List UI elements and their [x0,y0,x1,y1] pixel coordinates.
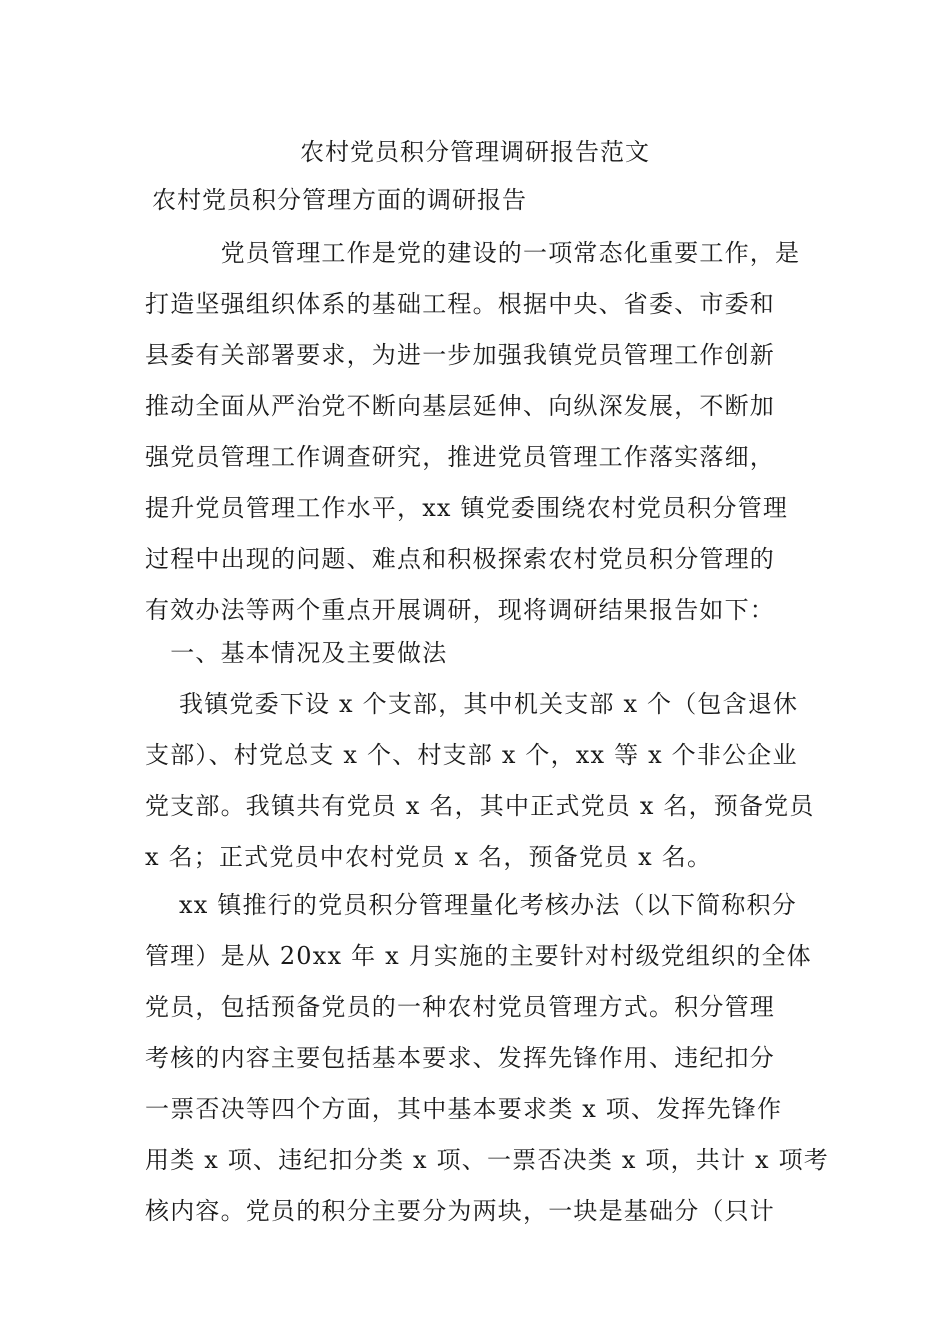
paragraph-line: xx 镇推行的党员积分管理量化考核办法（以下简称积分 [145,891,797,919]
paragraph-line: 管理）是从 20xx 年 x 月实施的主要针对村级党组织的全体 [145,942,812,970]
paragraph-line: 推动全面从严治党不断向基层延伸、向纵深发展，不断加 [145,392,775,420]
section-heading: 一、基本情况及主要做法 [145,639,448,667]
paragraph-line: 县委有关部署要求，为进一步加强我镇党员管理工作创新 [145,341,775,369]
paragraph-line: 打造坚强组织体系的基础工程。根据中央、省委、市委和 [145,290,775,318]
paragraph-line: x 名；正式党员中农村党员 x 名，预备党员 x 名。 [145,843,713,871]
paragraph-line: 有效办法等两个重点开展调研，现将调研结果报告如下： [145,596,775,624]
paragraph-line: 党员管理工作是党的建设的一项常态化重要工作，是 [145,239,801,267]
paragraph-line: 我镇党委下设 x 个支部，其中机关支部 x 个（包含退休 [145,690,799,718]
paragraph-line: 党支部。我镇共有党员 x 名，其中正式党员 x 名，预备党员 [145,792,815,820]
paragraph-line: 考核的内容主要包括基本要求、发挥先锋作用、违纪扣分 [145,1044,775,1072]
document-title: 农村党员积分管理调研报告范文 [300,138,650,166]
document-subtitle: 农村党员积分管理方面的调研报告 [152,186,527,214]
paragraph-line: 提升党员管理工作水平，xx 镇党委围绕农村党员积分管理 [145,494,789,522]
paragraph-line: 用类 x 项、违纪扣分类 x 项、一票否决类 x 项，共计 x 项考 [145,1146,829,1174]
paragraph-line: 过程中出现的问题、难点和积极探索农村党员积分管理的 [145,545,775,573]
paragraph-line: 支部）、村党总支 x 个、村支部 x 个，xx 等 x 个非公企业 [145,741,798,769]
paragraph-line: 党员，包括预备党员的一种农村党员管理方式。积分管理 [145,993,775,1021]
paragraph-line: 核内容。党员的积分主要分为两块，一块是基础分（只计 [145,1197,775,1225]
paragraph-line: 强党员管理工作调查研究，推进党员管理工作落实落细， [145,443,775,471]
paragraph-line: 一票否决等四个方面，其中基本要求类 x 项、发挥先锋作 [145,1095,783,1123]
